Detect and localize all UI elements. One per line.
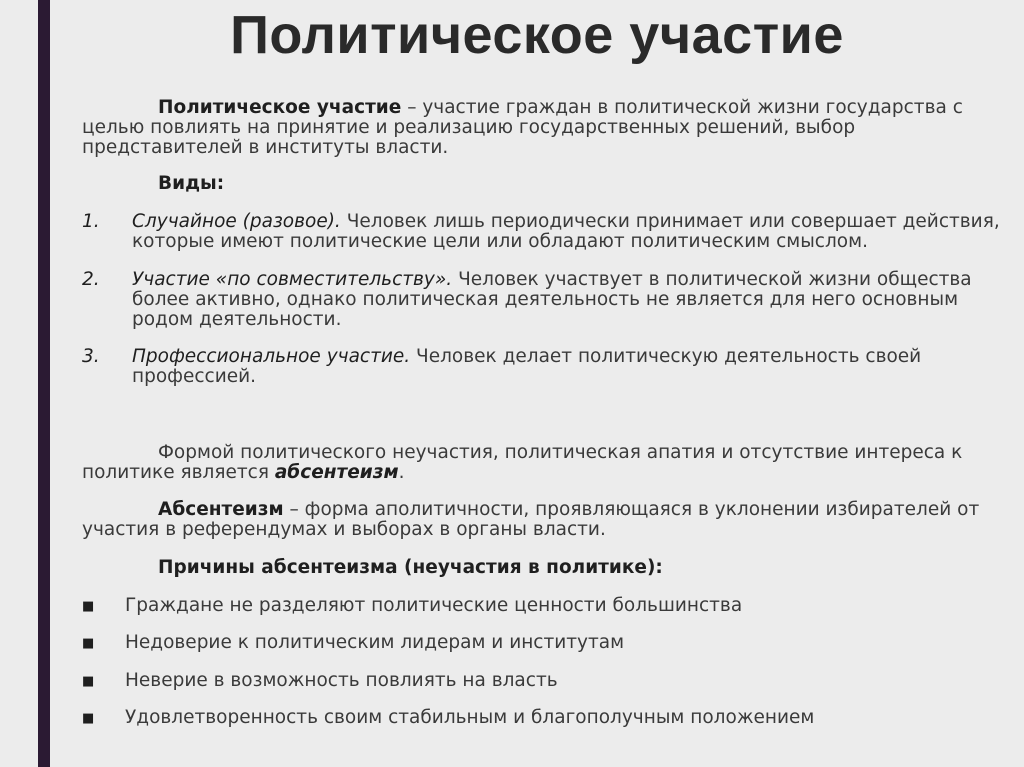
slide-title: Политическое участие <box>230 5 844 65</box>
definition-paragraph <box>82 98 1002 158</box>
cause-item <box>82 633 624 653</box>
cause-item <box>82 596 742 616</box>
type-item <box>82 212 1012 252</box>
type-number: 1. <box>82 211 100 232</box>
type-text: Человек участвует в политической жизни общества более активно, однако политическая деятельность не является для него основным родом деятельности. <box>132 269 972 330</box>
absenteeism-term: Абсентеизм <box>158 499 284 520</box>
square-bullet-icon: ■ <box>82 636 95 651</box>
type-item <box>82 270 1012 330</box>
cause-text: Недоверие к политическим лидерам и институтам <box>125 632 625 653</box>
type-text: Человек лишь периодически принимает или совершает действия, которые имеют политические цели или обладают политическим смыслом. <box>132 211 1000 252</box>
cause-item <box>82 708 814 728</box>
nonparticipation-paragraph <box>82 443 1002 483</box>
definition-term: Политическое участие <box>158 97 402 118</box>
type-name: Участие «по совместительству». <box>132 269 453 290</box>
absenteeism-paragraph <box>82 500 1002 540</box>
nonparticipation-term: абсентеизм <box>274 462 399 483</box>
type-item <box>82 347 1012 387</box>
type-number: 3. <box>82 346 100 367</box>
causes-heading: Причины абсентеизма (неучастия в политике): <box>158 557 663 578</box>
type-name: Профессиональное участие. <box>132 346 411 367</box>
type-text: Человек делает политическую деятельность своей профессией. <box>132 346 922 387</box>
nonparticipation-end: . <box>398 462 405 483</box>
types-heading: Виды: <box>158 173 225 194</box>
absenteeism-text: – форма аполитичности, проявляющаяся в уклонении избирателей от участия в референдумах и выборах в органы власти. <box>82 499 980 540</box>
type-name: Случайное (разовое). <box>132 211 341 232</box>
cause-text: Граждане не разделяют политические ценности большинства <box>125 595 743 616</box>
square-bullet-icon: ■ <box>82 674 95 689</box>
cause-text: Неверие в возможность повлиять на власть <box>125 670 558 691</box>
cause-text: Удовлетворенность своим стабильным и благополучным положением <box>125 707 815 728</box>
type-number: 2. <box>82 269 100 290</box>
square-bullet-icon: ■ <box>82 711 95 726</box>
nonparticipation-text: Формой политического неучастия, политическая апатия и отсутствие интереса к политике является <box>82 442 963 483</box>
left-accent-bar <box>38 0 50 767</box>
definition-text: – участие граждан в политической жизни государства с целью повлиять на принятие и реализацию государственных решений, выбор представителей в институты власти. <box>82 97 963 158</box>
square-bullet-icon: ■ <box>82 599 95 614</box>
cause-item <box>82 671 558 691</box>
